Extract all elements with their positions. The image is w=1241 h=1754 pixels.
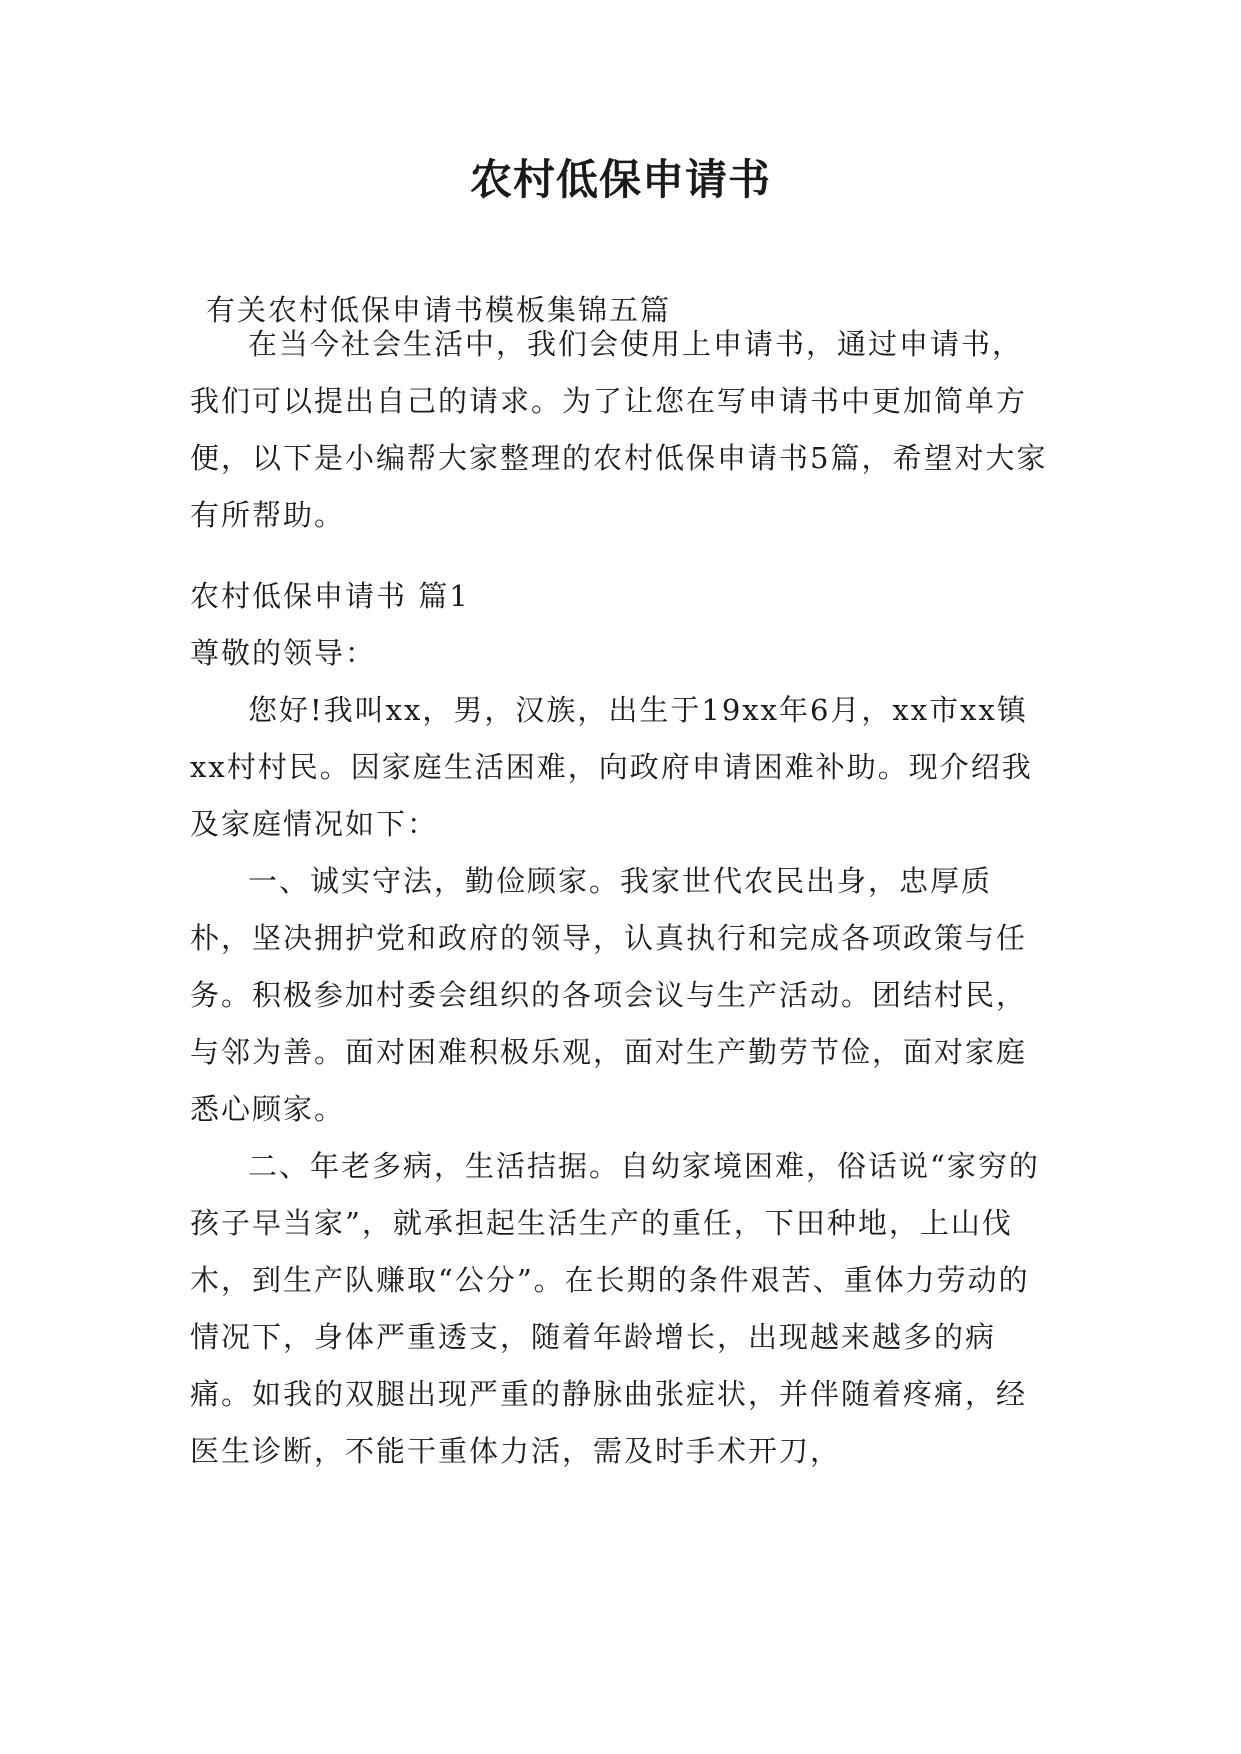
body-paragraph-1: 您好!我叫xx，男，汉族，出生于19xx年6月，xx市xx镇xx村村民。因家庭生活困难，向政府申请困难补助。现介绍我及家庭情况如下： — [190, 693, 1033, 841]
salutation: 尊敬的领导： — [190, 636, 377, 670]
intro-paragraph: 在当今社会生活中，我们会使用上申请书，通过申请书，我们可以提出自己的请求。为了让您在写申请书中更加简单方便，以下是小编帮大家整理的农村低保申请书5篇，希望对大家有所帮助。 — [190, 327, 1048, 532]
section-block — [190, 568, 1052, 1480]
body-paragraph-2: 一、诚实守法，勤俭顾家。我家世代农民出身，忠厚质朴，坚决拥护党和政府的领导，认真执行和完成各项政策与任务。积极参加村委会组织的各项会议与生产活动。团结村民，与邻为善。面对困难积极乐观，面对生产勤劳节俭，面对家庭悉心顾家。 — [190, 864, 1028, 1126]
intro-block — [190, 316, 1052, 544]
document-subtitle: 有关农村低保申请书模板集锦五篇 — [206, 293, 672, 327]
body-paragraph-3: 二、年老多病，生活拮据。自幼家境困难，俗话说“家穷的孩子早当家”，就承担起生活生产的重任，下田种地，上山伐木，到生产队赚取“公分”。在长期的条件艰苦、重体力劳动的情况下，身体严重透支，随着年龄增长，出现越来越多的病痛。如我的双腿出现严重的静脉曲张症状，并伴随着疼痛，经医生诊断，不能干重体力活，需及时手术开刀， — [190, 1149, 1040, 1468]
document-title: 农村低保申请书 — [469, 155, 771, 204]
section-heading: 农村低保申请书 篇1 — [190, 579, 470, 613]
